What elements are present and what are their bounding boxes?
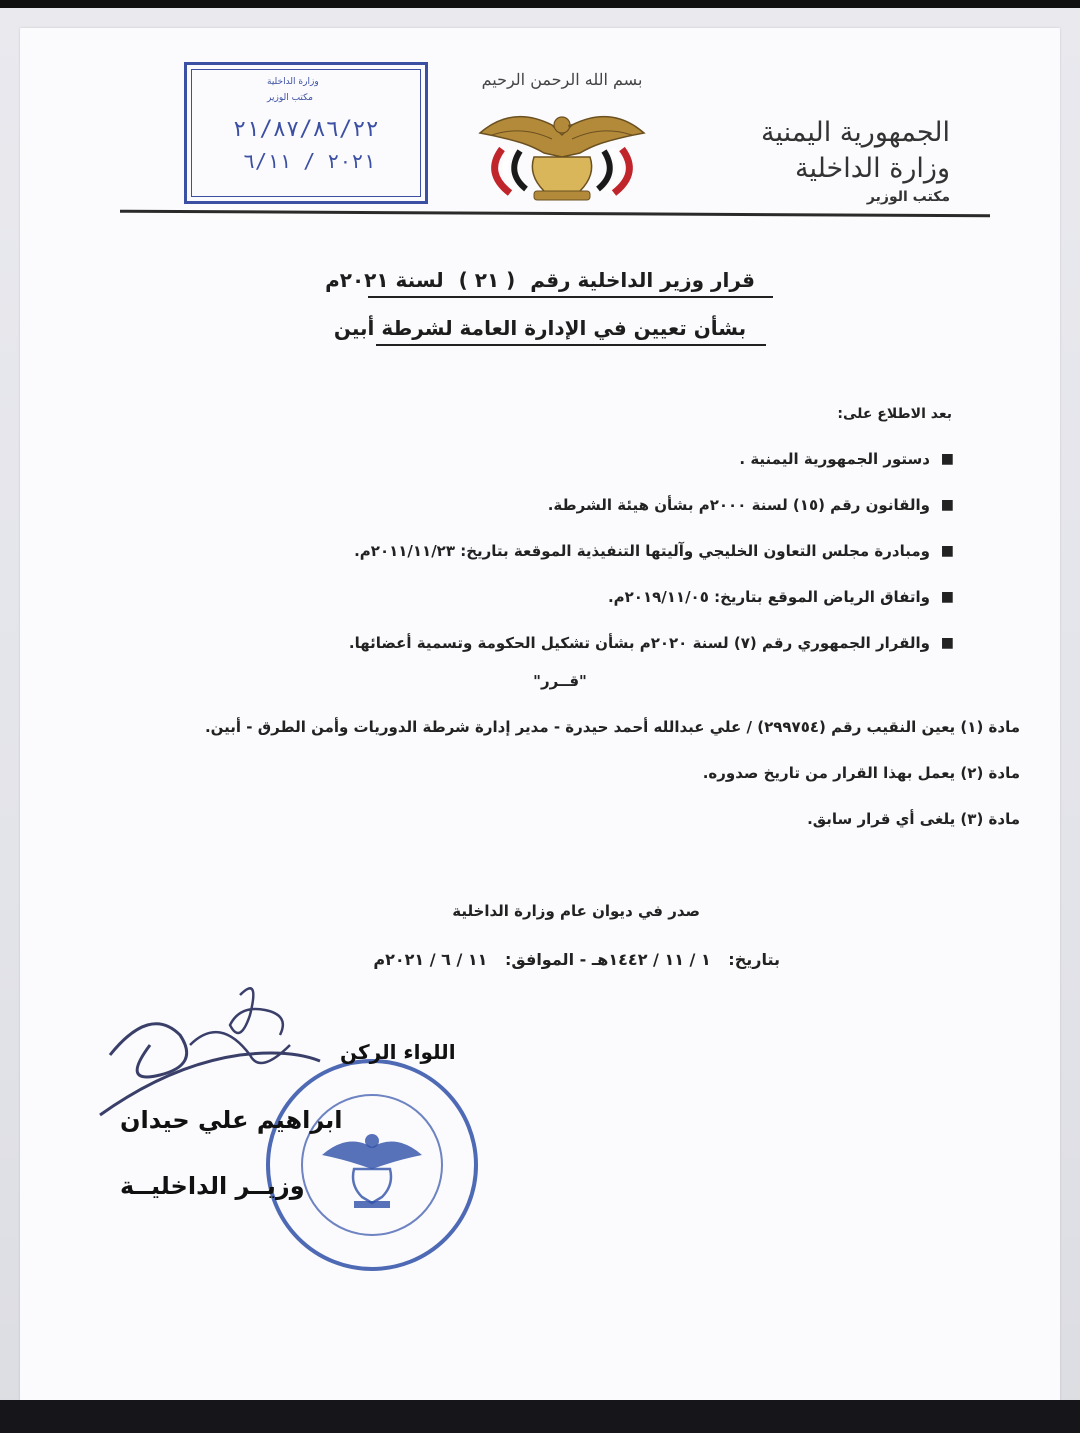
reference-text: والقرار الجمهوري رقم (٧) لسنة ٢٠٢٠م بشأن تشكيل الحكومة وتسمية أعضائها.: [348, 634, 930, 652]
article-3: مادة (٣) يلغى أي قرار سابق.: [807, 810, 1020, 828]
letterhead-ministry: وزارة الداخلية: [795, 153, 950, 184]
reference-text: ومبادرة مجلس التعاون الخليجي وآليتها التنفيذية الموقعة بتاريخ: ٢٠١١/١١/٢٣م.: [354, 542, 930, 560]
list-item: [214, 630, 954, 676]
signatory-title: وزيــر الداخليــة: [120, 1172, 305, 1200]
bismillah: بسم الله الرحمن الرحيم: [481, 70, 643, 89]
title-underline: [368, 296, 773, 298]
article-2: مادة (٢) يعمل بهذا القرار من تاريخ صدوره.: [702, 764, 1020, 782]
handwritten-signature-icon: [90, 965, 330, 1125]
list-item: [214, 584, 954, 630]
decision-title-prefix: قرار وزير الداخلية رقم: [530, 268, 755, 292]
incoming-registry-stamp: [184, 62, 428, 204]
stamp-date: ٢٠٢١ / ٦/١١: [243, 149, 376, 173]
decision-year: لسنة ٢٠٢١م: [325, 268, 444, 292]
stamp-office-label: مكتب الوزير: [267, 93, 313, 103]
bullet-icon: ■: [940, 635, 954, 651]
eagle-emblem-icon: [472, 95, 652, 205]
signatory-rank: اللواء الركن: [340, 1040, 456, 1064]
hijri-date: ١ / ١١ / ١٤٤٢هـ - الموافق:: [505, 950, 711, 969]
gregorian-date: ١١ / ٦ / ٢٠٢١م: [373, 950, 488, 969]
date-label: بتاريخ:: [728, 950, 780, 969]
photo-bottom-edge: [0, 1400, 1080, 1433]
article-1: مادة (١) يعين النقيب رقم (٢٩٩٧٥٤) / علي عبدالله أحمد حيدرة - مدير إدارة شرطة الدوريات وأمن الطرق - أبين.: [204, 718, 1020, 736]
reference-text: والقانون رقم (١٥) لسنة ٢٠٠٠م بشأن هيئة الشرطة.: [547, 496, 930, 514]
stamp-reference-number: ٢١/٨٧/٨٦/٢٢: [233, 117, 379, 142]
issue-date: [361, 950, 780, 969]
signatory-name: ابراهيم علي حيدان: [120, 1106, 343, 1134]
decision-title: [300, 268, 780, 292]
issued-at: صدر في ديوان عام وزارة الداخلية: [452, 902, 700, 920]
reference-text: واتفاق الرياض الموقع بتاريخ: ٢٠١٩/١١/٠٥م.: [607, 588, 930, 606]
bullet-icon: ■: [940, 451, 954, 467]
letterhead-office: مكتب الوزير: [866, 189, 950, 205]
list-item: [214, 492, 954, 538]
bullet-icon: ■: [940, 497, 954, 513]
decision-number: ( ٢١ ): [458, 268, 516, 292]
bullet-icon: ■: [940, 589, 954, 605]
letterhead-country: الجمهورية اليمنية: [760, 117, 950, 148]
preamble-intro: بعد الاطلاع على:: [837, 406, 952, 422]
decision-subject: بشأن تعيين في الإدارة العامة لشرطة أبين: [333, 316, 747, 340]
letterhead: [760, 115, 950, 205]
stamp-ministry-label: وزارة الداخلية: [267, 77, 319, 87]
list-item: [214, 538, 954, 584]
list-item: [214, 446, 954, 492]
bullet-icon: ■: [940, 543, 954, 559]
references-list: [214, 446, 954, 676]
subject-underline: [376, 344, 766, 346]
decision-heading: "قــرر": [533, 672, 587, 690]
reference-text: دستور الجمهورية اليمنية .: [739, 450, 930, 468]
